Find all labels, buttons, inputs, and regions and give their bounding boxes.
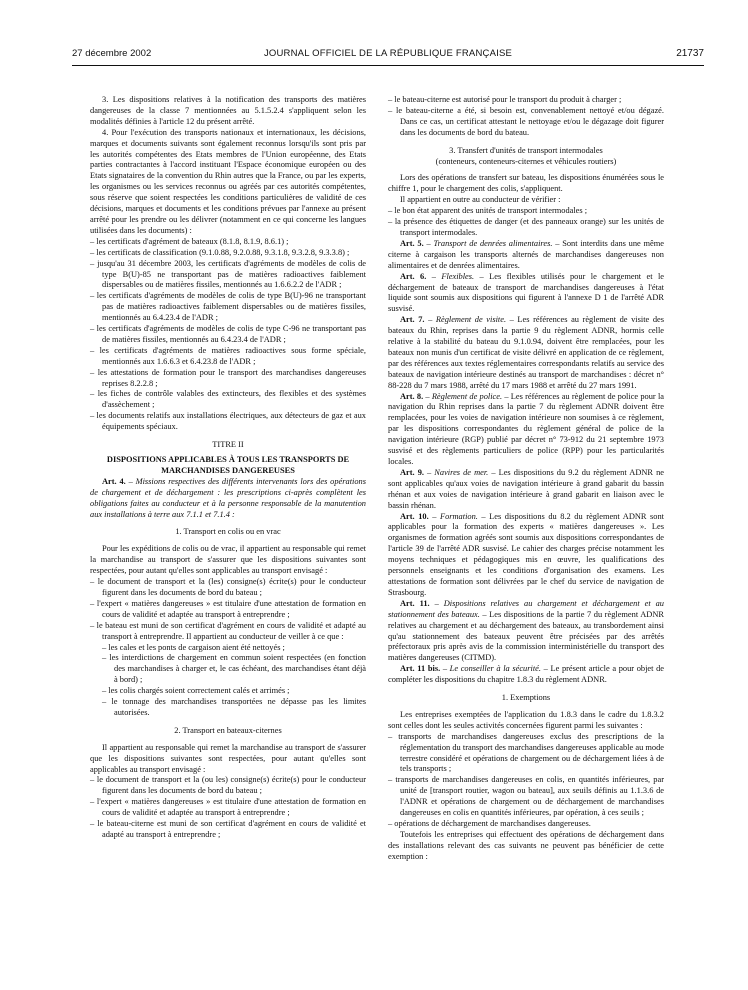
- article-text: – Les dispositions du 8.2 du règlement ADNR sont applicables pour la formation des experts « matières dangereuses ». Les organismes de formation agréés sont soumis aux dispositions correspondantes de l'article 39 de l'arrêté ADR susvisé. Le cahier des charges précise notamment les moyens techniques et pédagogiques mis en œuvre, les qualifications des personnels enseignants et les conditions d'organisation des examens. Les attestations de formation sont délivrées par le chef du service de navigation de Strasbourg.: [388, 511, 665, 597]
- list-item: – opérations de déchargement de marchandises dangereuses.: [388, 819, 591, 828]
- article-title: – Formation.: [428, 511, 478, 521]
- article-4-text: – Missions respectives des différents intervenants lors des opérations de chargement et de déchargement : les prescriptions ci-après complètent les obligations faites au conducteur et à la personne responsable de la manutention aux installations à terre aux 7.1.1 et 7.1.4 :: [90, 476, 366, 519]
- list-item: – le document de transport et la (les) consigne(s) écrite(s) pour le conducteur figurent dans les documents de bord du bateau ;: [90, 577, 366, 597]
- section-1-title: 1. Transport en colis ou en vrac: [175, 527, 281, 537]
- sub-list-item: – les interdictions de chargement en commun soient respectées (en fonction des marchandises à charger et, le cas échéant, des marchandises étant déjà à bord) ;: [102, 653, 366, 685]
- list-item: – le bateau-citerne a été, si besoin est, convenablement nettoyé et/ou dégazé. Dans ce cas, un certificat attestant le nettoyage et/ou le dégazage doit figurer dans les documents de bord du bateau.: [388, 105, 664, 137]
- article-title: – Dispositions relatives au chargement et déchargement et au stationnement des bateaux.: [388, 598, 664, 619]
- list-item: – les certificats d'agréments de modèles de colis de type C-96 ne transportant pas de matières fissiles, mentionnés au 6.4.23.4 de l'ADR ;: [90, 324, 366, 344]
- section-3-title: 3. Transfert d'unités de transport intermodales: [449, 145, 603, 155]
- article-6: [388, 272, 664, 316]
- article-text: – Le présent article a pour objet de compléter les dispositions du chapitre 1.8.3 du règlement ADNR.: [388, 664, 664, 685]
- article-11-bis: [388, 664, 664, 686]
- article-label: Art. 6.: [400, 271, 427, 281]
- section-2-title: 2. Transport en bateaux-citernes: [174, 725, 282, 735]
- section-3-subtitle: (conteneurs, conteneurs-citernes et véhicules routiers): [435, 156, 617, 166]
- list-item: – l'expert « matières dangereuses » est titulaire d'une attestation de formation en cours de validité et adaptée au transport à entreprendre ;: [90, 797, 366, 818]
- article-4-label: Art. 4.: [102, 476, 126, 486]
- list-item: – les documents relatifs aux installations électriques, aux détecteurs de gaz et aux équipements spéciaux.: [90, 411, 366, 432]
- section-1-intro: Pour les expéditions de colis ou de vrac, il appartient au responsable qui remet la marchandise au transport de s'assurer que les dispositions suivantes sont respectées, pour autant qu'elles sont applicables au transport envisagé :: [90, 544, 366, 576]
- section-2-intro: Il appartient au responsable qui remet la marchandise au transport de s'assurer que les dispositions suivantes sont respectées, pour autant qu'elles sont applicables au transport envisagé :: [90, 742, 366, 774]
- sub-list-item: – les colis chargés soient correctement calés et arrimés ;: [102, 686, 290, 696]
- section-3-paragraph: Lors des opérations de transfert sur bateau, les dispositions énumérées sous le chiffre 1, pour le chargement des colis, s'appliquent.: [388, 173, 664, 194]
- article-title: – Transport de denrées alimentaires.: [423, 238, 553, 248]
- list-item: – les attestations de formation pour le transport des marchandises dangereuses reprises 8.2.2.8 ;: [90, 367, 366, 388]
- list-item: – jusqu'au 31 décembre 2003, les certificats d'agréments de modèles de colis de type B(U)-85 ne transportant pas de matières radioactives faiblement dispersables ou de matières fissiles, mentionnés au 1.6.6.2.2 de l'ADR ;: [90, 258, 366, 290]
- article-label: Art. 5.: [400, 238, 424, 248]
- article-label: Art. 7.: [400, 315, 425, 325]
- list-item: – le document de transport et la (ou les) consigne(s) écrite(s) pour le conducteur figurent dans les documents de bord du bateau ;: [90, 775, 366, 796]
- list-item: – l'expert « matières dangereuses » est titulaire d'une attestation de formation en cours de validité et adaptée au transport à entreprendre ;: [90, 598, 366, 619]
- article-label: Art. 11.: [400, 598, 430, 608]
- exemptions-final: Toutefois les entreprises qui effectuent des opérations de déchargement dans des installations relevant des cas suivants ne peuvent pas bénéficier de cette exemption :: [388, 829, 664, 861]
- header-rule: [72, 65, 704, 66]
- sub-list-item: – le tonnage des marchandises transportées ne dépasse pas les limites autorisées.: [102, 697, 366, 717]
- left-column: [90, 95, 366, 841]
- right-column: [388, 95, 664, 863]
- list-item: – les certificats d'agréments de matières radioactives sous forme spéciale, mentionnés aux 1.6.6.3 et 6.4.23.8 de l'ADR ;: [90, 345, 366, 366]
- header-journal-title: JOURNAL OFFICIEL DE LA RÉPUBLIQUE FRANÇAISE: [263, 48, 513, 59]
- article-title: – Le conseiller à la sécurité.: [440, 664, 541, 674]
- article-text: – Les références au règlement de visite des bateaux du Rhin, reprises dans la partie 9 du règlement ADNR, hormis celle relative à la stabilité du bateau du 9.1.0.94, doivent être remplacées, pour les bateaux non munis d'un certificat de visite délivré en application de ce règlement, par des références aux textes réglementaires correspondants relatifs au service des bateaux de navigation intérieure destinés au transport de marchandises : décret n° 88-228 du 7 mars 1988, arrêté du 17 mars 1988 et arrêté du 27 mars 1991.: [388, 315, 664, 390]
- article-label: Art. 9.: [400, 467, 424, 477]
- list-item: – la présence des étiquettes de danger (et des panneaux orange) sur les unités de transport intermodales.: [388, 217, 664, 237]
- list-item: – les certificats de classification (9.1.0.88, 9.2.0.88, 9.3.1.8, 9.3.2.8, 9.3.3.8) ;: [90, 247, 350, 257]
- list-item: – les fiches de contrôle valables des extincteurs, des flexibles et des systèmes d'assèchement ;: [90, 389, 366, 410]
- exemptions-intro: Les entreprises exemptées de l'application du 1.8.3 dans le cadre du 1.8.3.2 sont celles dont les seules activités concernées figurent parmi les suivantes :: [388, 709, 664, 730]
- section-3-paragraph: Il appartient en outre au conducteur de vérifier :: [400, 195, 561, 205]
- list-item: – le bon état apparent des unités de transport intermodales ;: [388, 206, 588, 216]
- article-5: [388, 239, 664, 272]
- article-title: – Règlement de visite.: [424, 315, 507, 325]
- article-11: [388, 599, 664, 664]
- list-item: – les certificats d'agréments de modèles de colis de type B(U)-96 ne transportant pas de matières radioactives faiblement dispersables ou de matières fissiles, mentionnés au 6.4.23.4 de l'ADR ;: [90, 291, 366, 323]
- article-text: – Les flexibles utilisés pour le chargement et le déchargement de bateaux de transport de marchandises dangereuses à l'état liquide sont soumis aux dispositions qui figurent à l'annexe D 1 de l'arrêté ADR susvisé.: [388, 271, 664, 314]
- article-label: Art. 10.: [400, 511, 429, 521]
- list-item: – le bateau-citerne est muni de son certificat d'agrément en cours de validité et adapté au transport à entreprendre ;: [90, 819, 366, 839]
- titre-heading: TITRE II: [212, 440, 244, 450]
- list-item: – le bateau-citerne est autorisé pour le transport du produit à charger ;: [388, 95, 622, 104]
- exemptions-title: 1. Exemptions: [501, 693, 551, 703]
- article-text: – Les dispositions de la partie 7 du règlement ADNR relatives au chargement et au déchargement des bateaux, au transbordement ainsi qu'au stationnement des bateaux peuvent être précisées par des arrêtés préfectoraux pris après avis de la commission interministérielle du transport des matières dangereuses (CITMD).: [388, 609, 664, 663]
- list-item: – le bateau est muni de son certificat d'agrément en cours de validité et adapté au transport à entreprendre. Il appartient au conducteur de veiller à ce que :: [90, 620, 366, 641]
- article-9: [388, 468, 664, 512]
- article-7: [388, 315, 664, 391]
- list-item: – les certificats d'agrément de bateaux (8.1.8, 8.1.9, 8.6.1) ;: [90, 236, 289, 246]
- article-8: [388, 392, 664, 468]
- article-text: – Les références au règlement de police pour la navigation du Rhin reprises dans la partie 7 du règlement ADNR doivent être remplacées, pour les voies de navigation intérieure non soumises à ce règlement, par les dispositions correspondantes du règlement général de police de la navigation intérieure (RGP) publié par décret n° 73-912 du 21 septembre 1973 susvisé et des règlements particuliers de police (RPP) pour les particularités locales.: [388, 391, 664, 466]
- titre-subheading: DISPOSITIONS APPLICABLES À TOUS LES TRANSPORTS DE MARCHANDISES DANGEREUSES: [106, 455, 350, 475]
- article-label: Art. 8.: [400, 391, 424, 401]
- header-date: 27 décembre 2002: [72, 48, 152, 59]
- paragraph-3: 3. Les dispositions relatives à la notification des transports des matières dangereuses de la classe 7 mentionnées au 5.1.5.2.4 s'appliquent selon les modalités définies à l'article 12 du présent arrêté.: [90, 95, 366, 126]
- article-10: [388, 512, 664, 599]
- list-item: – transports de marchandises dangereuses exclus des prescriptions de la réglementation du transport des marchandises dangereuses applicable au mode terrestre considéré et opérations de chargement ou de déchargement liées à de tels transports ;: [388, 731, 664, 774]
- article-text: – Sont interdits dans une même citerne à cargaison les transports alternés de marchandises dangereuses non alimentaires et de denrées alimentaires.: [388, 238, 665, 270]
- page-header: [72, 48, 704, 64]
- article-title: – Règlement de police.: [423, 391, 503, 401]
- header-page-number: 21737: [676, 48, 704, 59]
- article-title: – Navires de mer.: [424, 467, 489, 477]
- sub-list-item: – les cales et les ponts de cargaison aient été nettoyés ;: [102, 642, 285, 652]
- article-title: – Flexibles.: [426, 271, 475, 281]
- article-text: – Les dispositions du 9.2 du règlement ADNR ne sont applicables qu'aux voies de navigation intérieure à grand gabarit du bassin rhénan et aux voies de navigation intérieure à grand gabarit en liaison avec le bassin rhénan.: [388, 467, 664, 510]
- list-item: – transports de marchandises dangereuses en colis, en quantités inférieures, par unité de [transport routier, wagon ou bateau], aux seuils définis au 1.1.3.6 de l'ADNR et opérations de chargement ou de déchargement de marchandises dangereuses en colis en quantités inférieures, par opération, à ces seuils ;: [388, 775, 664, 818]
- article-label: Art. 11 bis.: [400, 664, 441, 674]
- article-4: [90, 477, 366, 521]
- paragraph-4: 4. Pour l'exécution des transports nationaux et internationaux, les décisions, marques et documents suivants sont également reconnus lorsqu'ils sont pris par les autorités compétentes des Etats membres de l'Union européenne, des Etats parties contractantes à l'accord instituant l'Espace économique européen ou des Etats signataires de la convention du Rhin autres que la France, ou par les experts, les organismes ou les services reconnus ou agréés par ces autorités compétentes, sous réserve que soient respectées les conditions particulières de validité de ces décisions, marques et documents et les conditions prévues par l'annexe au présent arrêté pour les prendre ou les délivrer (notamment en ce qui concerne les langues utilisées dans les documents) :: [90, 127, 366, 235]
